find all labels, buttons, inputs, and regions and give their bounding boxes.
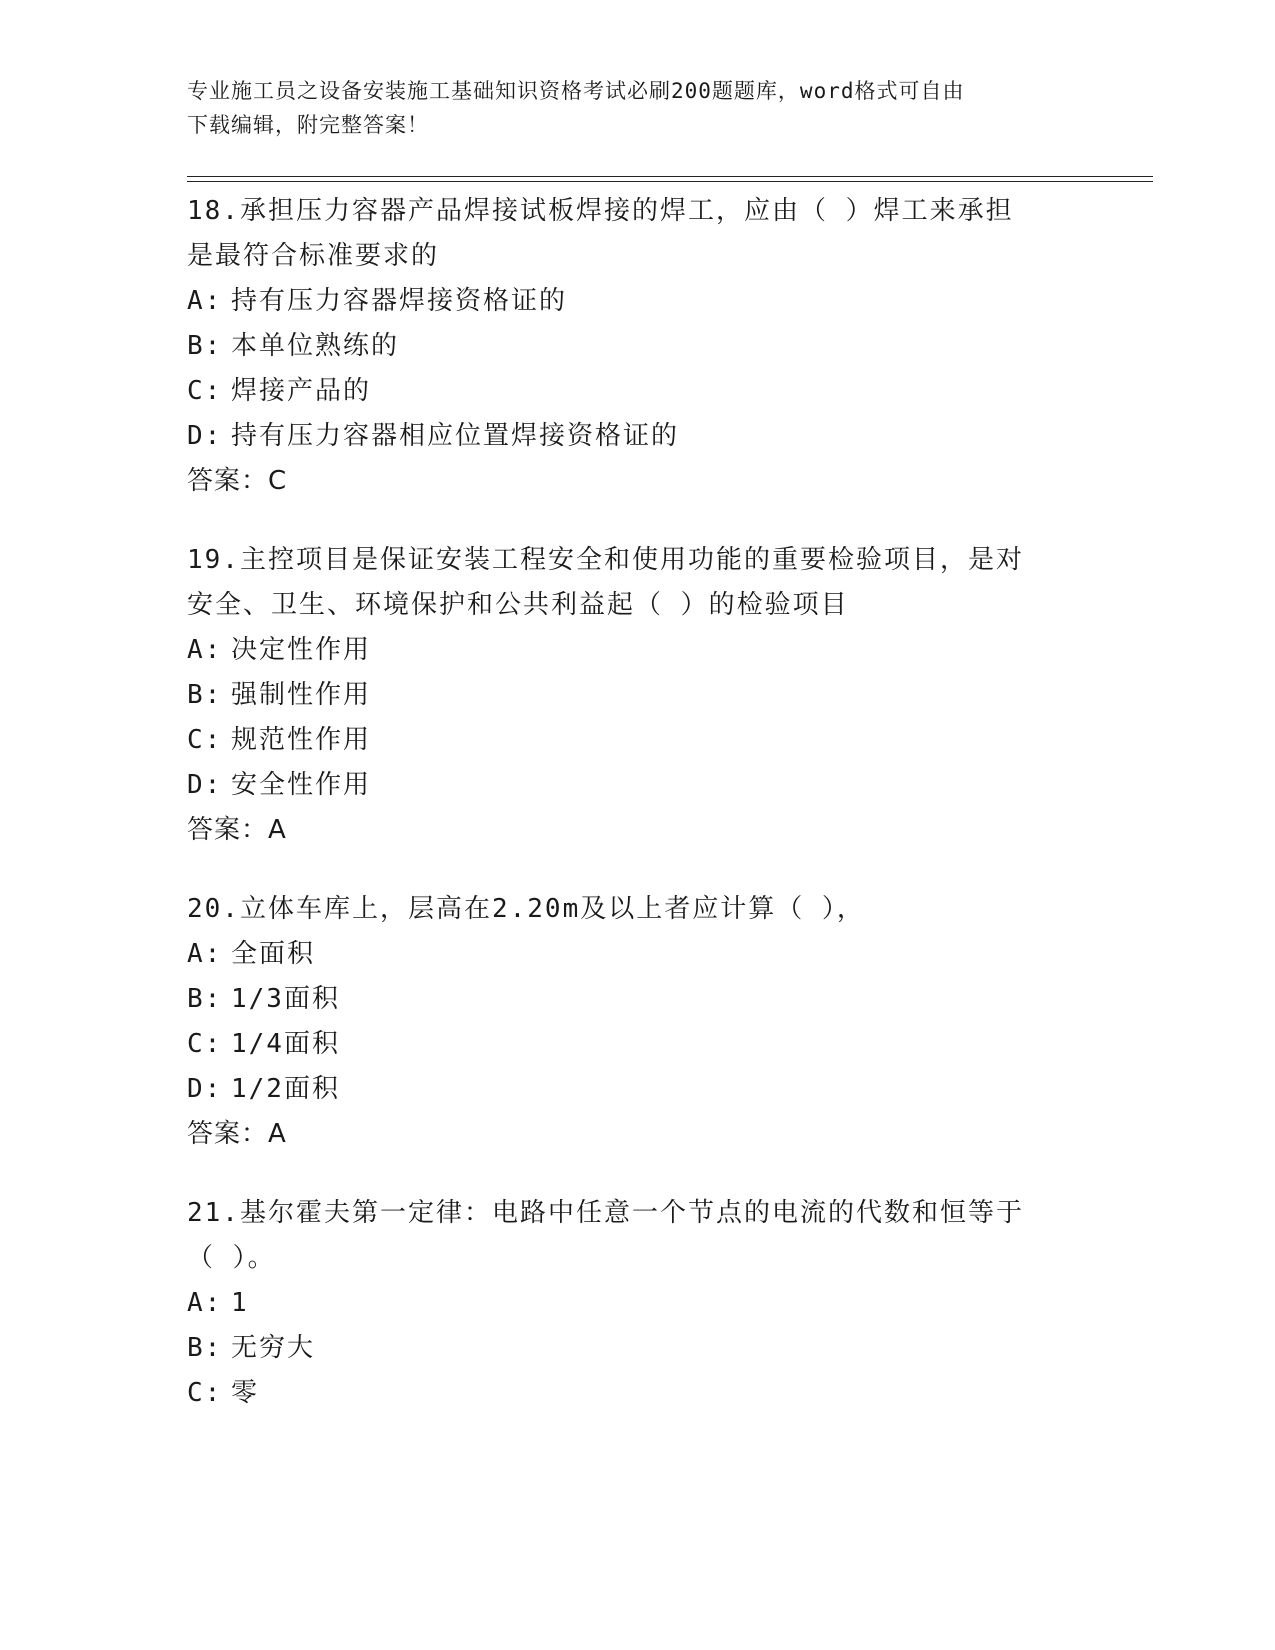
option-text: 1 (231, 1288, 249, 1318)
question-20 (187, 887, 1087, 1157)
option-text: 规范性作用 (231, 725, 372, 755)
question-stem: 20.立体车库上，层高在2.20m及以上者应计算（ ）， (187, 894, 865, 924)
option-a (187, 932, 1087, 977)
option-key: B: (187, 1333, 223, 1363)
question-list (187, 189, 1087, 1450)
option-key: A: (187, 635, 223, 665)
option-key: D: (187, 421, 223, 451)
option-text: 零 (231, 1378, 260, 1408)
option-text: 1/3面积 (231, 984, 340, 1014)
option-c (187, 1022, 1087, 1067)
option-b (187, 977, 1087, 1022)
question-18 (187, 189, 1087, 504)
option-text: 1/4面积 (231, 1029, 340, 1059)
option-d (187, 1067, 1087, 1112)
option-a (187, 279, 1087, 324)
question-stem: 21.基尔霍夫第一定律：电路中任意一个节点的电流的代数和恒等于（ ）。 (187, 1198, 1024, 1273)
option-a (187, 1281, 1087, 1326)
option-key: C: (187, 1029, 223, 1059)
option-text: 无穷大 (231, 1333, 316, 1363)
option-key: C: (187, 725, 223, 755)
option-key: D: (187, 1074, 223, 1104)
header-divider-bottom (187, 181, 1153, 182)
option-key: A: (187, 1288, 223, 1318)
document-header (187, 74, 1087, 142)
answer-line: 答案：A (187, 815, 287, 845)
option-d (187, 763, 1087, 808)
option-a (187, 628, 1087, 673)
answer-line: 答案：C (187, 466, 288, 496)
question-19 (187, 538, 1087, 853)
option-text: 持有压力容器相应位置焊接资格证的 (231, 421, 680, 451)
option-text: 持有压力容器焊接资格证的 (231, 286, 568, 316)
option-text: 全面积 (231, 939, 316, 969)
option-b (187, 673, 1087, 718)
header-line-1: 专业施工员之设备安装施工基础知识资格考试必刷200题题库，word格式可自由 (187, 79, 965, 103)
option-d (187, 414, 1087, 459)
option-key: C: (187, 1378, 223, 1408)
option-c (187, 718, 1087, 763)
question-stem: 19.主控项目是保证安装工程安全和使用功能的重要检验项目，是对安全、卫生、环境保护和公共利益起（ ）的检验项目 (187, 545, 1024, 620)
option-key: B: (187, 680, 223, 710)
option-c (187, 1371, 1087, 1416)
option-text: 强制性作用 (231, 680, 372, 710)
option-b (187, 1326, 1087, 1371)
option-key: B: (187, 984, 223, 1014)
answer-line: 答案：A (187, 1119, 287, 1149)
question-21 (187, 1191, 1087, 1416)
option-text: 焊接产品的 (231, 376, 372, 406)
option-key: C: (187, 376, 223, 406)
question-stem: 18.承担压力容器产品焊接试板焊接的焊工，应由（ ）焊工来承担是最符合标准要求的 (187, 196, 1014, 271)
option-key: A: (187, 939, 223, 969)
option-text: 决定性作用 (231, 635, 372, 665)
header-divider-top (187, 176, 1153, 177)
option-key: D: (187, 770, 223, 800)
option-b (187, 324, 1087, 369)
option-text: 本单位熟练的 (231, 331, 400, 361)
header-line-2: 下载编辑，附完整答案！ (187, 113, 429, 137)
option-key: A: (187, 286, 223, 316)
option-text: 1/2面积 (231, 1074, 340, 1104)
option-text: 安全性作用 (231, 770, 372, 800)
option-key: B: (187, 331, 223, 361)
option-c (187, 369, 1087, 414)
